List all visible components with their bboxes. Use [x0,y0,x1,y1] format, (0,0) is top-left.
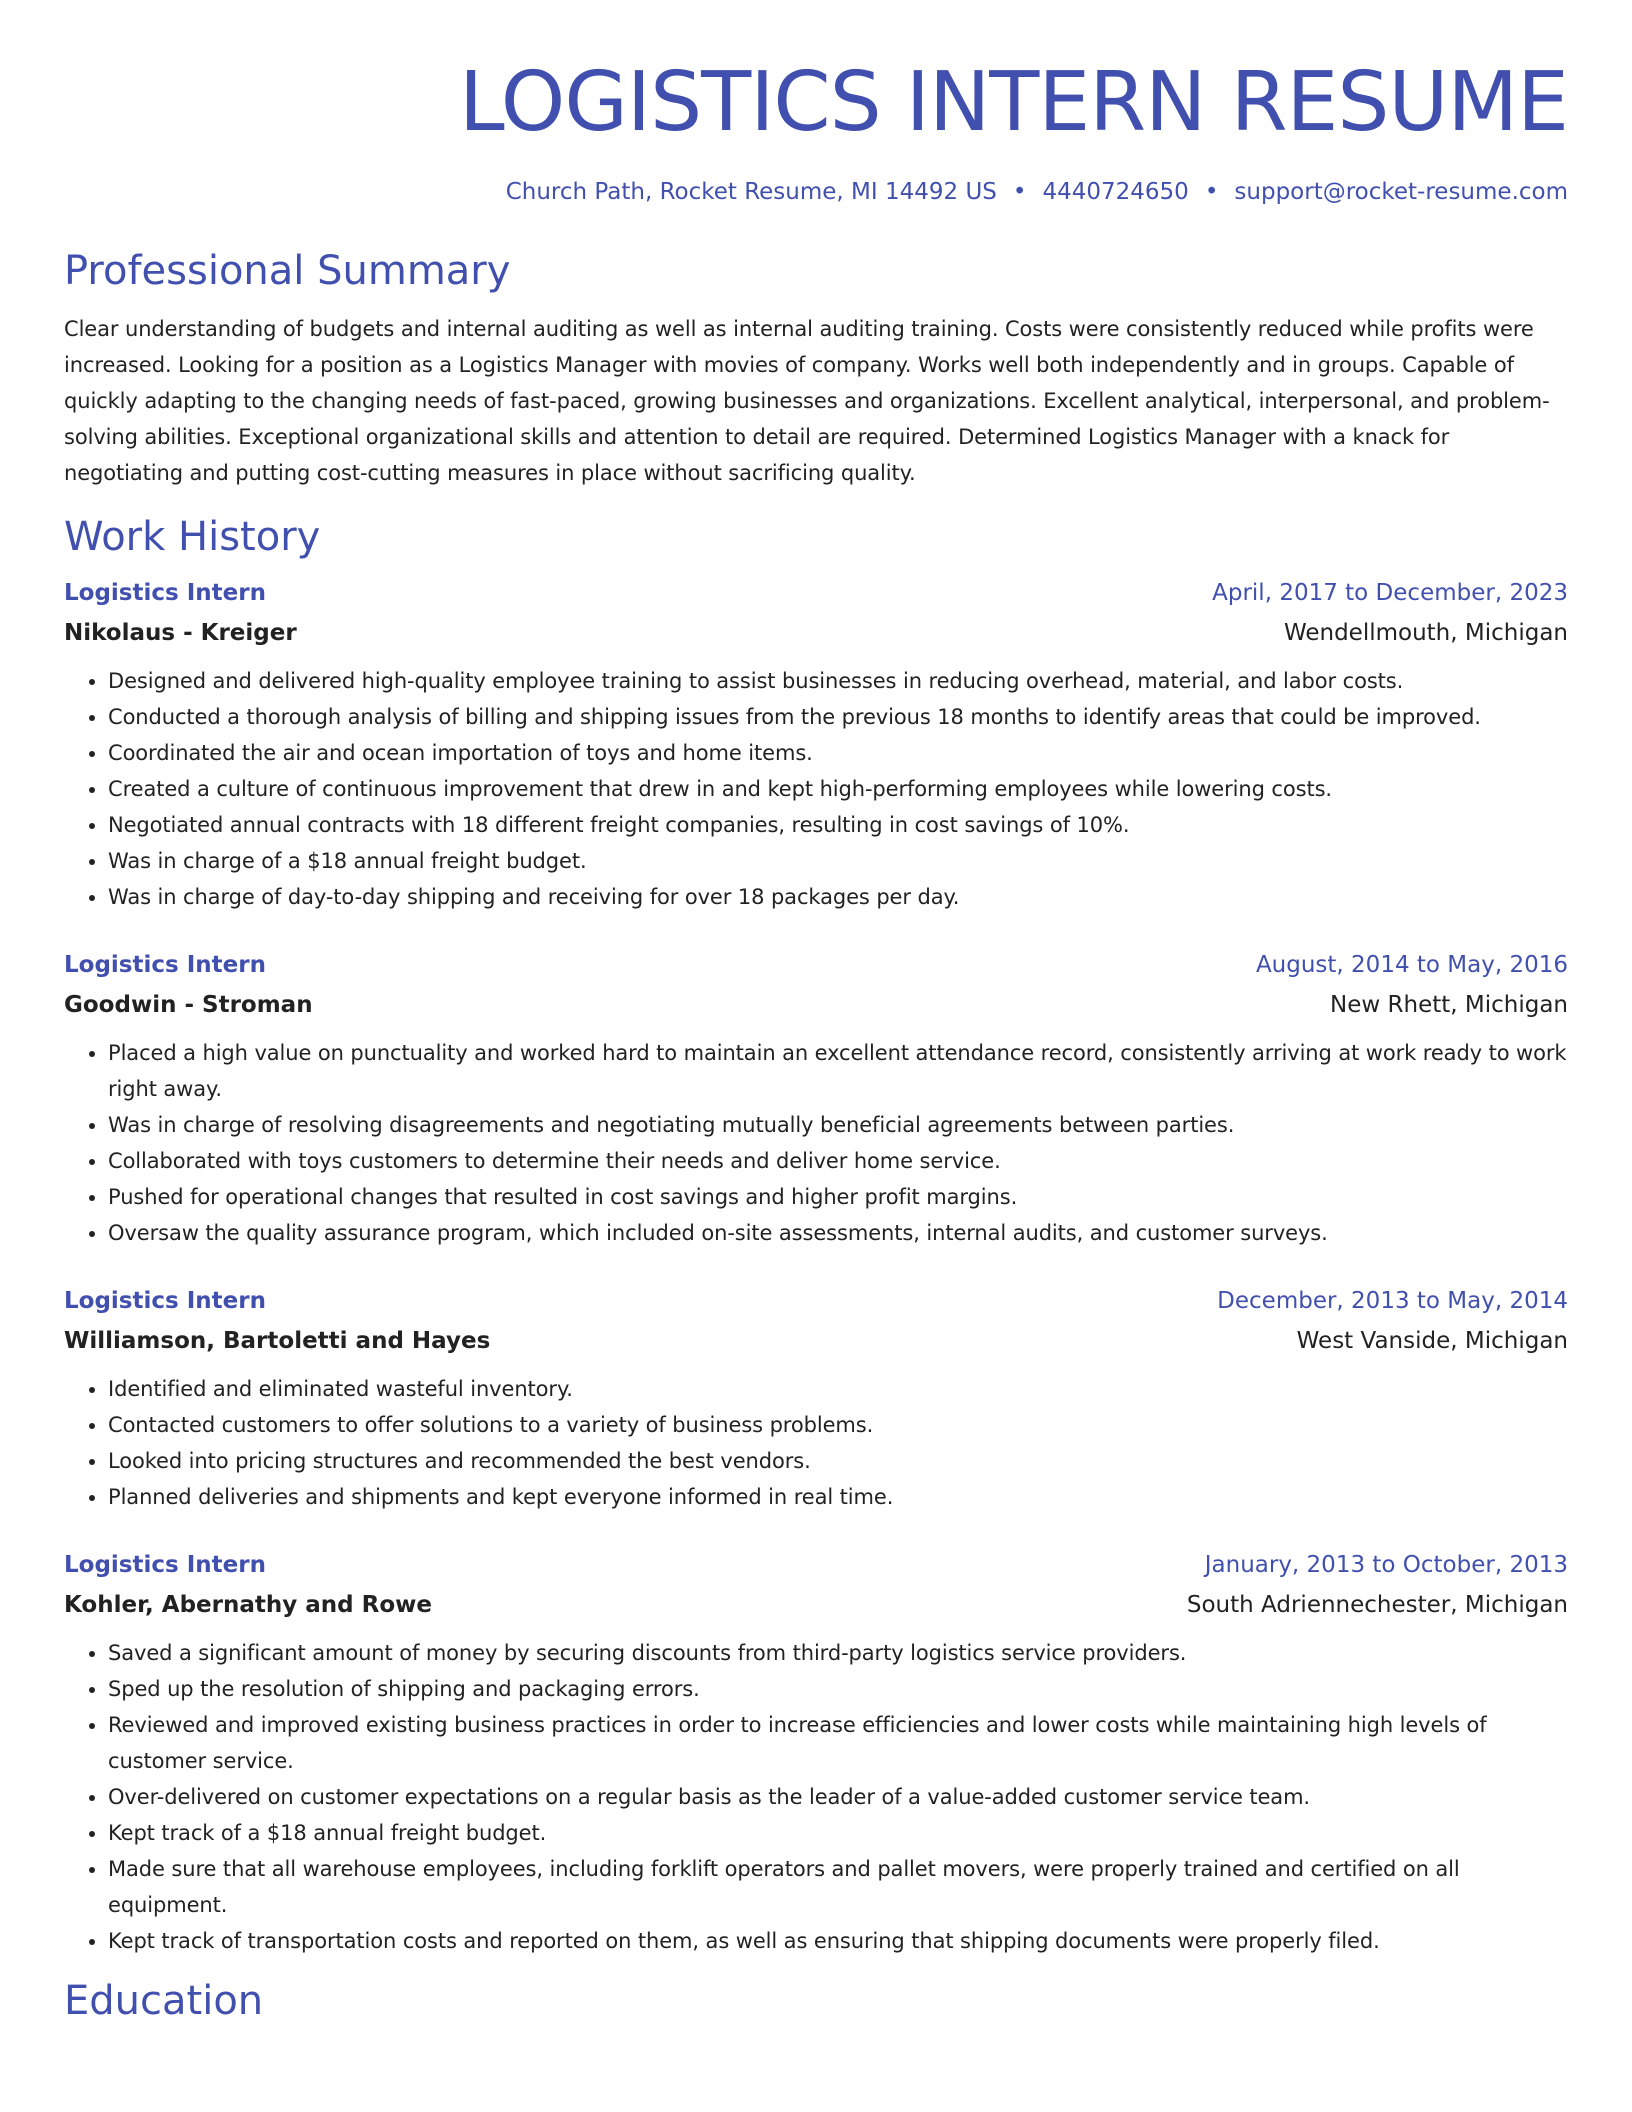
job-bullet: • Kept track of a $18 annual freight budget. [108,1815,1568,1851]
job-bullet: • Conducted a thorough analysis of billing and shipping issues from the previous 18 months to identify areas that could be improved. [108,699,1568,735]
job-bullet: • Identified and eliminated wasteful inventory. [108,1371,1568,1407]
job-location: New Rhett, Michigan [1330,992,1568,1018]
job-entry [64,945,1568,1251]
job-location: South Adriennechester, Michigan [1186,1592,1568,1618]
job-employer-row [64,1585,1568,1625]
job-title-row [64,945,1568,985]
job-bullet: • Kept track of transportation costs and reported on them, as well as ensuring that shipping documents were properly filed. [108,1923,1568,1959]
job-bullet: • Sped up the resolution of shipping and packaging errors. [108,1671,1568,1707]
job-employer: Goodwin - Stroman [64,992,313,1018]
job-entry [64,573,1568,915]
job-title: Logistics Intern [64,952,266,978]
job-employer-row [64,1321,1568,1361]
job-entry [64,1545,1568,1959]
job-bullet: • Coordinated the air and ocean importation of toys and home items. [108,735,1568,771]
job-employer-row [64,613,1568,653]
resume-page [64,0,1568,2025]
job-dates: April, 2017 to December, 2023 [1212,580,1568,606]
contact-separator: • [1012,179,1027,205]
job-employer-row [64,985,1568,1025]
resume-title: LOGISTICS INTERN RESUME [459,55,1568,150]
job-dates: January, 2013 to October, 2013 [1204,1552,1568,1578]
job-bullet-list [64,1035,1568,1251]
job-bullet: • Created a culture of continuous improvement that drew in and kept high-performing employees while lowering costs. [108,771,1568,807]
job-bullet: • Oversaw the quality assurance program, which included on-site assessments, internal audits, and customer surveys. [108,1215,1568,1251]
job-employer: Nikolaus - Kreiger [64,620,297,646]
job-bullet: • Over-delivered on customer expectations on a regular basis as the leader of a value-added customer service team. [108,1779,1568,1815]
job-employer: Kohler, Abernathy and Rowe [64,1592,432,1618]
job-bullet: • Contacted customers to offer solutions to a variety of business problems. [108,1407,1568,1443]
job-bullet: • Placed a high value on punctuality and worked hard to maintain an excellent attendance record, consistently arriving at work ready to work right away. [108,1035,1568,1107]
job-bullet-list [64,663,1568,915]
job-bullet: • Designed and delivered high-quality employee training to assist businesses in reducing overhead, material, and labor costs. [108,663,1568,699]
contact-email: support@rocket-resume.com [1234,179,1568,205]
job-bullet: • Collaborated with toys customers to determine their needs and deliver home service. [108,1143,1568,1179]
job-bullet: • Was in charge of resolving disagreements and negotiating mutually beneficial agreements between parties. [108,1107,1568,1143]
contact-address: Church Path, Rocket Resume, MI 14492 US [505,179,997,205]
job-bullet: • Made sure that all warehouse employees, including forklift operators and pallet movers, were properly trained and certified on all equipment. [108,1851,1568,1923]
contact-separator: • [1204,179,1219,205]
job-bullet: • Negotiated annual contracts with 18 different freight companies, resulting in cost savings of 10%. [108,807,1568,843]
job-dates: December, 2013 to May, 2014 [1217,1288,1568,1314]
job-dates: August, 2014 to May, 2016 [1255,952,1568,978]
job-bullet: • Reviewed and improved existing business practices in order to increase efficiencies and lower costs while maintaining high levels of customer service. [108,1707,1568,1779]
job-bullet: • Saved a significant amount of money by securing discounts from third-party logistics service providers. [108,1635,1568,1671]
job-title: Logistics Intern [64,1552,266,1578]
job-bullet: • Was in charge of a $18 annual freight budget. [108,843,1568,879]
contact-phone: 4440724650 [1042,179,1189,205]
professional-summary-heading: Professional Summary [64,248,511,294]
job-bullet: • Pushed for operational changes that resulted in cost savings and higher profit margins. [108,1179,1568,1215]
job-bullet: • Looked into pricing structures and recommended the best vendors. [108,1443,1568,1479]
education-heading: Education [64,1978,264,2024]
job-bullet-list [64,1371,1568,1515]
job-title-row [64,1545,1568,1585]
job-title-row [64,573,1568,613]
job-location: West Vanside, Michigan [1296,1328,1568,1354]
job-title-row [64,1281,1568,1321]
contact-line [64,177,1568,207]
job-title: Logistics Intern [64,580,266,606]
professional-summary-text: Clear understanding of budgets and internal auditing as well as internal auditing training. Costs were consistently reduced while profits were increased. Looking for a position as a Logistics Manager with movies of company. Works well both independently and in groups. Capable of quickly adapting to the changing needs of fast-paced, growing businesses and organizations. Excellent analytical, interpersonal, and problem-solving abilities. Exceptional organizational skills and attention to detail are required. Determined Logistics Manager with a knack for negotiating and putting cost-cutting measures in place without sacrificing quality. [64,317,1550,485]
job-location: Wendellmouth, Michigan [1283,620,1568,646]
job-title: Logistics Intern [64,1288,266,1314]
job-employer: Williamson, Bartoletti and Hayes [64,1328,491,1354]
job-bullet: • Was in charge of day-to-day shipping and receiving for over 18 packages per day. [108,879,1568,915]
work-history-heading: Work History [64,514,321,560]
job-bullet: • Planned deliveries and shipments and kept everyone informed in real time. [108,1479,1568,1515]
job-entry [64,1281,1568,1515]
job-bullet-list [64,1635,1568,1959]
